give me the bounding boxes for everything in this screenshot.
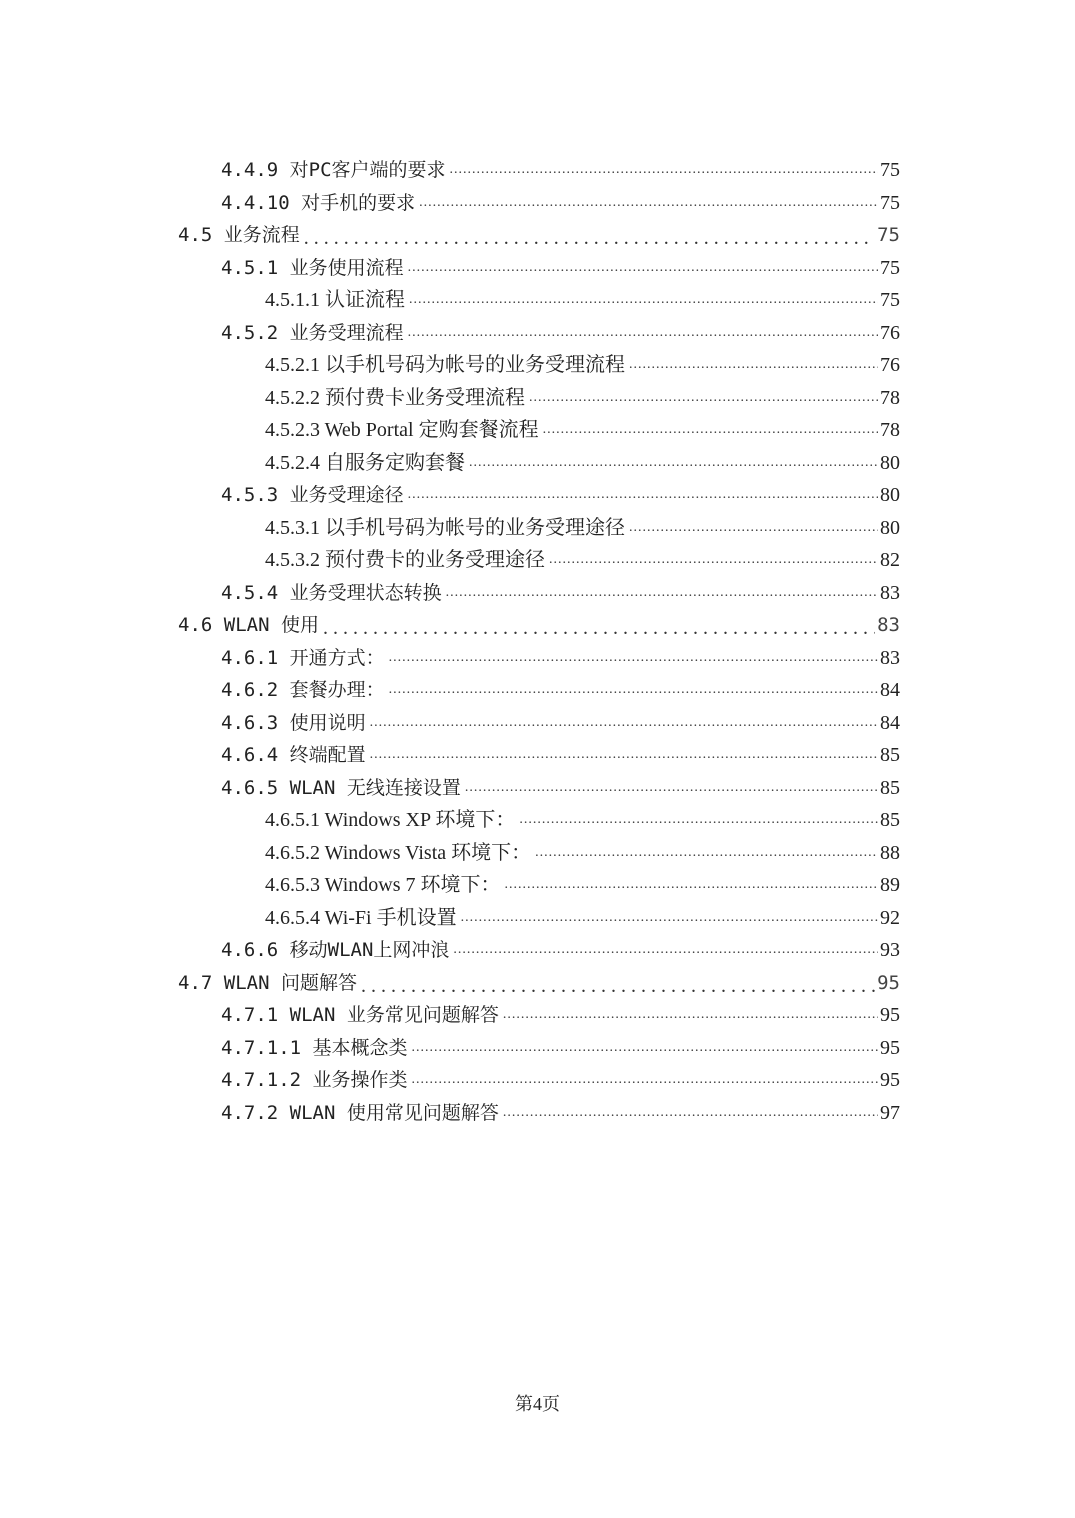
toc-entry-label: 4.6.5.3 Windows 7 环境下： [265,874,501,896]
toc-dot-leader [408,324,878,342]
toc-entry[interactable] [221,313,900,345]
toc-entry-label: 4.6 WLAN 使用 [178,614,319,636]
toc-entry-page: 95 [877,971,900,994]
toc-entry-label: 4.5.2.1 以手机号码为帐号的业务受理流程 [265,354,625,376]
toc-dot-leader [529,389,878,407]
toc-dot-leader [461,909,878,927]
toc-entry-page: 92 [880,906,900,929]
toc-dot-leader [629,519,878,537]
toc-entry-label: 4.6.5.4 Wi-Fi 手机设置 [265,906,457,929]
toc-entry-page: 83 [880,646,900,669]
toc-entry-label: 4.6.1 开通方式： [221,646,385,669]
toc-dot-leader [450,161,878,179]
toc-entry-label: 4.5.4 业务受理状态转换 [221,581,442,604]
toc-entry-label: 4.4.9 对PC客户端的要求 [221,159,446,181]
toc-entry-label: 4.6.6 移动WLAN上网冲浪 [221,939,450,961]
toc-entry-page: 80 [880,451,900,474]
toc-dot-leader [629,356,878,374]
toc-entry-label: 4.5.2.2 预付费卡业务受理流程 [265,386,525,409]
toc-entry-label: 4.5.1.1 认证流程 [265,289,405,311]
toc-dot-leader [505,876,879,894]
toc-entry-page: 95 [880,1036,900,1059]
toc-entry-label: 4.6.5 WLAN 无线连接设置 [221,776,461,799]
toc-entry[interactable] [221,183,900,215]
toc-entry-page: 76 [880,354,900,376]
toc-entry[interactable] [265,410,900,442]
toc-entry[interactable] [221,930,900,962]
toc-entry-label: 4.5.2 业务受理流程 [221,321,404,344]
toc-entry[interactable] [265,378,900,410]
toc-dot-leader [535,844,878,862]
toc-entry-label: 4.6.3 使用说明 [221,711,366,734]
toc-dot-leader [412,1071,878,1089]
toc-entry[interactable] [221,703,900,735]
toc-dot-leader [453,941,878,959]
toc-entry-page: 75 [880,159,900,181]
toc-entry-label: 4.5.2.3 Web Portal 定购套餐流程 [265,419,539,441]
toc-entry[interactable] [221,638,900,670]
toc-entry-page: 76 [880,321,900,344]
toc-dot-leader [519,811,878,829]
toc-entry-label: 4.6.5.1 Windows XP 环境下： [265,809,516,831]
toc-entry-page: 83 [877,614,900,636]
toc-entry[interactable] [265,898,900,930]
toc-dot-leader [549,551,878,569]
toc-entry-page: 78 [880,386,900,409]
toc-entry-label: 4.7.1 WLAN 业务常见问题解答 [221,1004,499,1026]
toc-entry-page: 83 [880,581,900,604]
toc-entry-page: 75 [880,289,900,311]
toc-entry[interactable] [221,248,900,280]
toc-entry[interactable] [265,345,900,377]
toc-entry-page: 75 [880,256,900,279]
toc-entry-label: 4.4.10 对手机的要求 [221,191,416,214]
toc-entry-label: 4.6.2 套餐办理： [221,679,385,701]
toc-dot-leader [370,746,878,764]
toc-entry[interactable] [178,215,900,247]
toc-entry-label: 4.5.1 业务使用流程 [221,256,404,279]
toc-entry[interactable] [221,475,900,507]
toc-dot-leader [409,291,878,309]
toc-dot-leader [419,194,878,212]
toc-dot-leader [323,619,875,637]
toc-entry[interactable] [221,768,900,800]
toc-entry-label: 4.5.3 业务受理途径 [221,484,404,506]
toc-entry[interactable] [265,443,900,475]
toc-entry-label: 4.7.1.1 基本概念类 [221,1036,408,1059]
toc-entry-label: 4.5 业务流程 [178,224,300,246]
toc-entry[interactable] [178,605,900,637]
toc-entry-page: 88 [880,841,900,864]
toc-entry[interactable] [265,833,900,865]
toc-entry-page: 80 [880,484,900,506]
toc-dot-leader [503,1104,878,1122]
toc-entry-page: 89 [880,874,900,896]
toc-dot-leader [465,779,878,797]
toc-entry-label: 4.5.2.4 自服务定购套餐 [265,451,465,474]
toc-entry[interactable] [221,995,900,1027]
toc-entry[interactable] [178,963,900,995]
toc-dot-leader [412,1039,878,1057]
toc-entry-label: 4.7.1.2 业务操作类 [221,1069,408,1091]
toc-entry[interactable] [221,1093,900,1125]
toc-entry-page: 97 [880,1101,900,1124]
toc-entry-page: 82 [880,549,900,571]
toc-entry-page: 85 [880,744,900,766]
toc-entry[interactable] [265,865,900,897]
toc-dot-leader [389,681,878,699]
toc-dot-leader [361,977,875,995]
toc-entry[interactable] [221,1060,900,1092]
toc-entry-page: 75 [880,191,900,214]
toc-entry-label: 4.6.5.2 Windows Vista 环境下： [265,841,532,864]
toc-dot-leader [446,584,878,602]
toc-entry[interactable] [265,800,900,832]
toc-entry[interactable] [221,1028,900,1060]
toc-entry-page: 85 [880,809,900,831]
toc-entry-label: 4.7 WLAN 问题解答 [178,971,357,994]
toc-entry-page: 84 [880,711,900,734]
toc-dot-leader [543,421,878,439]
toc-dot-leader [389,649,878,667]
toc-dot-leader [370,714,878,732]
toc-entry[interactable] [265,508,900,540]
toc-entry-page: 84 [880,679,900,701]
toc-dot-leader [304,229,875,247]
toc-entry-label: 4.5.3.1 以手机号码为帐号的业务受理途径 [265,516,625,539]
toc-dot-leader [469,454,878,472]
toc-entry-page: 80 [880,516,900,539]
toc-entry[interactable] [221,735,900,767]
toc-entry-label: 4.7.2 WLAN 使用常见问题解答 [221,1101,499,1124]
toc-entry-page: 78 [880,419,900,441]
toc-entry-page: 75 [877,224,900,246]
toc-dot-leader [503,1006,878,1024]
toc-dot-leader [408,486,878,504]
toc-entry-page: 93 [880,939,900,961]
toc-entry[interactable] [265,280,900,312]
page-footer [0,1390,1075,1416]
toc-entry[interactable] [221,573,900,605]
toc-entry[interactable] [221,150,900,182]
toc-entry-page: 85 [880,776,900,799]
toc-entry[interactable] [221,670,900,702]
page-number: 第4页 [515,1394,560,1414]
toc-entry-label: 4.6.4 终端配置 [221,744,366,766]
toc-entry-page: 95 [880,1004,900,1026]
toc-entry-label: 4.5.3.2 预付费卡的业务受理途径 [265,549,545,571]
toc-dot-leader [408,259,878,277]
toc-entry[interactable] [265,540,900,572]
toc-entry-page: 95 [880,1069,900,1091]
